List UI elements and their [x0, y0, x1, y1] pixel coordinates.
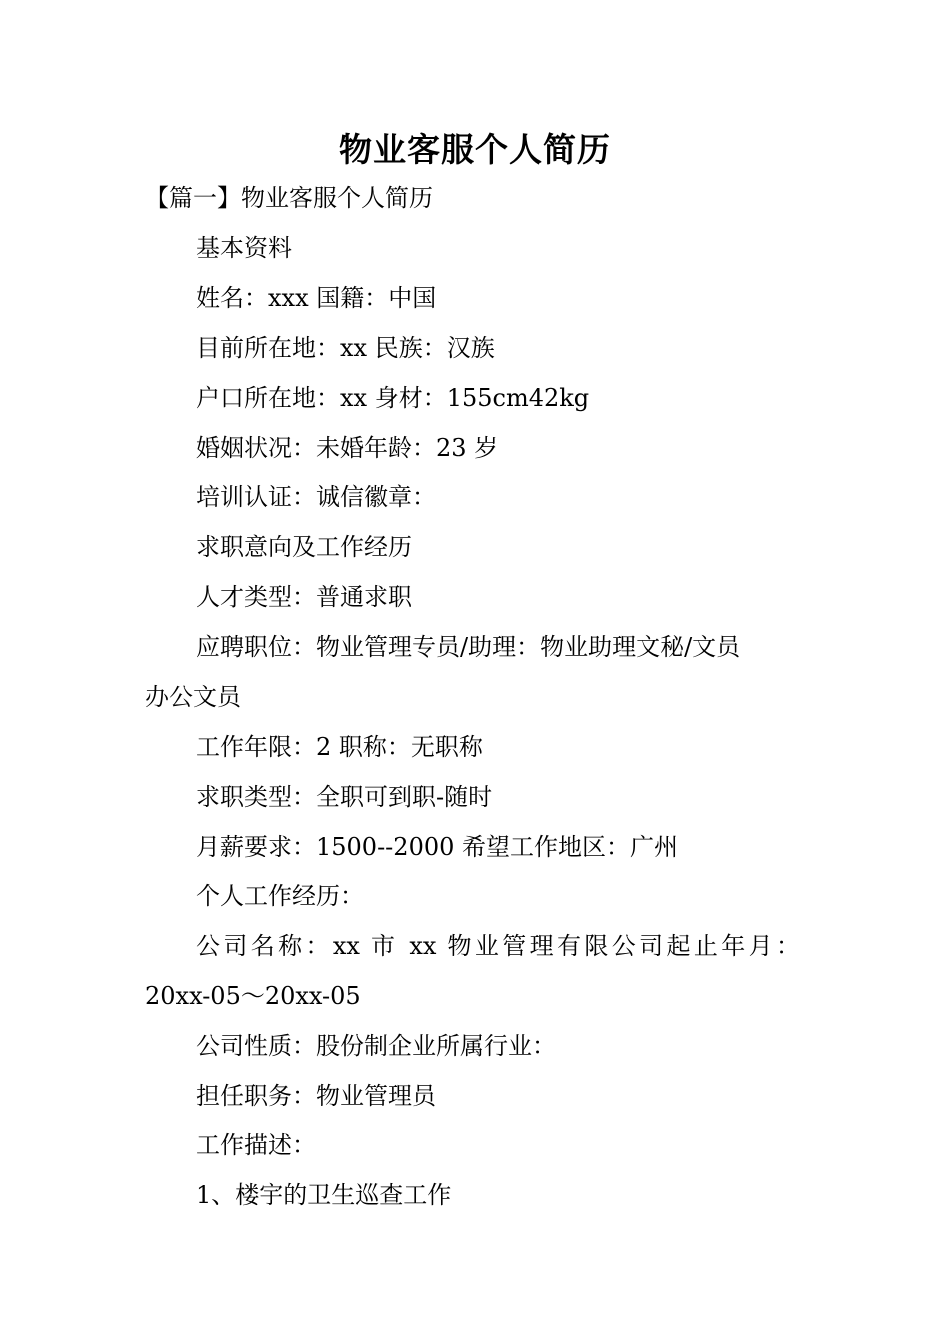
- salary-location-line: 月薪要求：1500--2000 希望工作地区：广州: [196, 833, 679, 861]
- work-history-heading: 个人工作经历：: [196, 882, 364, 910]
- document-title: 物业客服个人简历: [339, 130, 611, 169]
- company-name-line: 公司名称：xx 市 xx 物业管理有限公司起止年月：: [196, 932, 800, 960]
- period-line: 20xx-05～20xx-05: [145, 982, 361, 1010]
- location-ethnicity-line: 目前所在地：xx 民族：汉族: [196, 334, 495, 362]
- work-years-line: 工作年限：2 职称：无职称: [196, 733, 483, 761]
- hukou-body-line: 户口所在地：xx 身材：155cm42kg: [196, 384, 590, 412]
- job-type-line: 求职类型：全职可到职-随时: [196, 783, 493, 811]
- basic-info-heading: 基本资料: [196, 234, 292, 262]
- applied-position-line: 应聘职位：物业管理专员/助理：物业助理文秘/文员: [196, 633, 741, 661]
- applied-position-continuation: 办公文员: [145, 683, 241, 711]
- section-heading: 【篇一】物业客服个人简历: [145, 184, 433, 212]
- name-nationality-line: 姓名：xxx 国籍：中国: [196, 284, 437, 312]
- job-title-line: 担任职务：物业管理员: [196, 1082, 436, 1110]
- certification-line: 培训认证：诚信徽章：: [196, 483, 436, 511]
- marital-age-line: 婚姻状况：未婚年龄：23 岁: [196, 434, 499, 462]
- job-description-item-1: 1、楼宇的卫生巡查工作: [196, 1181, 452, 1209]
- job-description-heading: 工作描述：: [196, 1131, 316, 1159]
- talent-type-line: 人才类型：普通求职: [196, 583, 412, 611]
- intent-experience-heading: 求职意向及工作经历: [196, 533, 412, 561]
- company-nature-line: 公司性质：股份制企业所属行业：: [196, 1032, 556, 1060]
